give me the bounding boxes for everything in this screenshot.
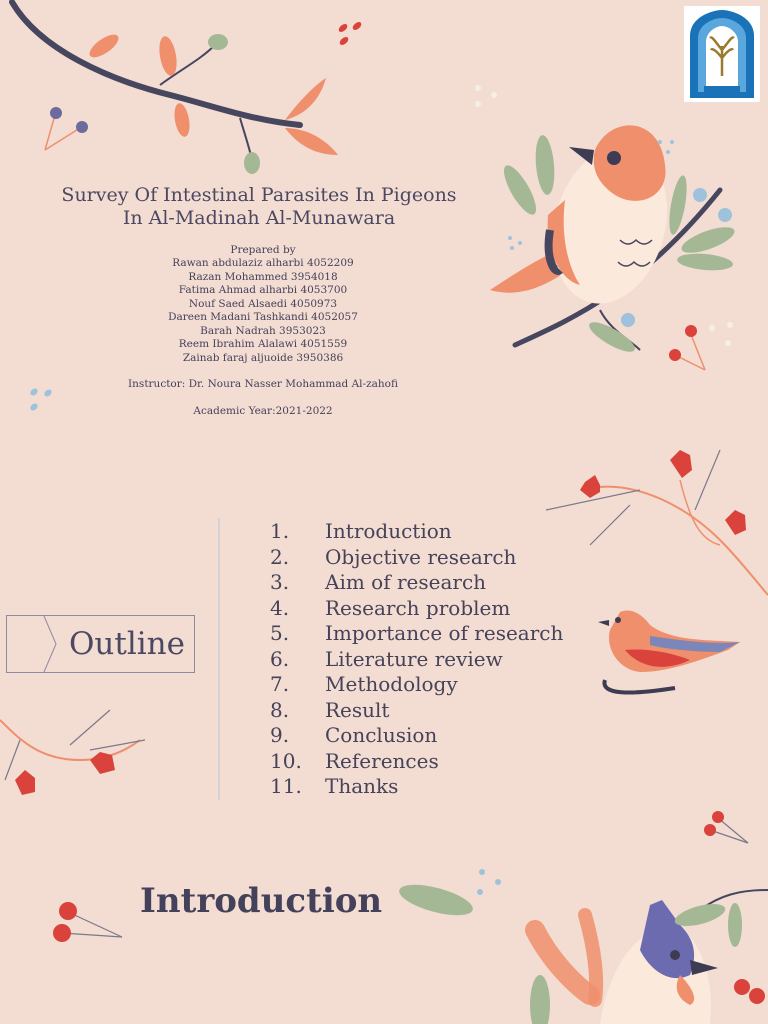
outline-item xyxy=(270,698,563,724)
introduction-heading: Introduction xyxy=(140,881,383,921)
author-name: Nouf Saed Alsaedi 4050973 xyxy=(188,297,338,310)
outline-item-text: Methodology xyxy=(325,672,458,696)
presentation-title-line2: In Al-Madinah Al-Munawara xyxy=(122,207,396,229)
flower-illustration xyxy=(546,450,768,595)
outline-item-text: Result xyxy=(325,697,390,722)
outline-item-text: Thanks xyxy=(325,774,399,798)
author-list xyxy=(0,257,526,365)
outline-item xyxy=(270,723,563,749)
outline-item-number: 2. xyxy=(270,544,290,569)
outline-item xyxy=(270,672,563,698)
author-name: Reem Ibrahim Alalawi 4051559 xyxy=(178,338,348,350)
author-name: Zainab faraj aljuoide 3950386 xyxy=(182,351,344,364)
academic-year: Academic Year:2021-2022 xyxy=(193,405,333,417)
instructor-line: Instructor: Dr. Noura Nasser Mohammad Al-zahofi xyxy=(128,378,398,390)
outline-item-text: Importance of research xyxy=(325,621,564,645)
outline-item-text: Literature review xyxy=(325,646,503,671)
outline-item-text: Aim of research xyxy=(325,570,487,594)
author-name: Razan Mohammed 3954018 xyxy=(188,270,338,283)
berry-illustration-bottom xyxy=(53,902,122,942)
outline-item-number: 11. xyxy=(270,774,302,798)
outline-item-text: Introduction xyxy=(325,519,452,543)
author-name: Fatima Ahmad alharbi 4053700 xyxy=(178,284,348,296)
bird-illustration xyxy=(490,125,737,370)
outline-item xyxy=(270,749,563,775)
bird-illustration-small xyxy=(598,611,740,693)
outline-item-number: 5. xyxy=(270,621,290,645)
outline-item xyxy=(270,545,563,571)
outline-heading: Outline xyxy=(69,626,185,662)
outline-item-number: 4. xyxy=(270,595,290,620)
flower-illustration-left xyxy=(0,710,145,795)
outline-item xyxy=(270,774,563,800)
prepared-by-label: Prepared by xyxy=(230,244,296,256)
presentation-title-line1: Survey Of Intestinal Parasites In Pigeons xyxy=(61,184,457,206)
outline-item-number: 10. xyxy=(270,748,302,773)
outline-item xyxy=(270,621,563,647)
outline-item xyxy=(270,596,563,622)
outline-item-text: Conclusion xyxy=(325,723,438,747)
outline-item-text: References xyxy=(325,748,439,773)
outline-item-text: Research problem xyxy=(325,595,511,620)
outline-item xyxy=(270,570,563,596)
outline-item-text: Objective research xyxy=(325,544,517,569)
outline-item-number: 8. xyxy=(270,697,290,722)
outline-item-number: 1. xyxy=(270,519,290,543)
outline-item-number: 7. xyxy=(270,672,290,696)
author-name: Barah Nadrah 3953023 xyxy=(200,324,326,337)
university-logo xyxy=(684,6,760,102)
author-name: Rawan abdulaziz alharbi 4052209 xyxy=(172,257,354,269)
bird-illustration-bottom xyxy=(396,869,768,1024)
outline-item xyxy=(270,519,563,545)
divider-line xyxy=(218,518,220,800)
author-name: Dareen Madani Tashkandi 4052057 xyxy=(168,311,358,323)
outline-item-number: 6. xyxy=(270,646,290,671)
outline-list xyxy=(270,519,563,800)
outline-item-number: 9. xyxy=(270,723,290,747)
branch-illustration xyxy=(12,2,497,174)
outline-item xyxy=(270,647,563,673)
outline-item-number: 3. xyxy=(270,570,290,594)
berry-illustration xyxy=(704,811,748,843)
